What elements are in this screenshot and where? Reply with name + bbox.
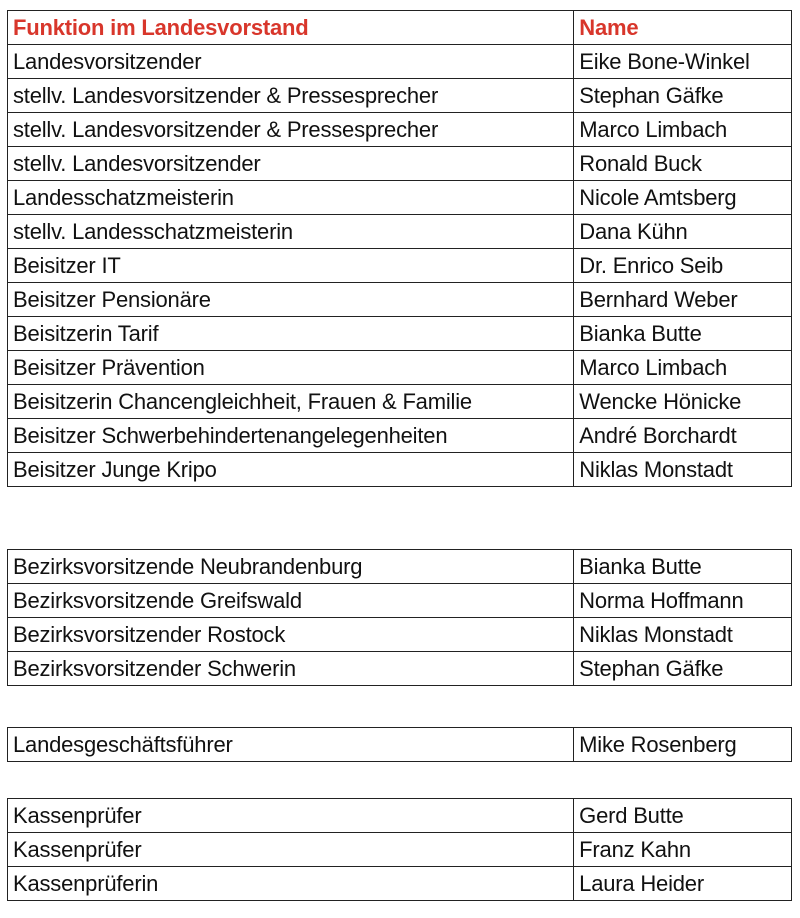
table-row	[8, 283, 792, 317]
table-row	[8, 799, 792, 833]
table-row	[8, 113, 792, 147]
function-cell: Beisitzer Schwerbehindertenangelegenheiten	[8, 419, 574, 453]
function-cell: stellv. Landesvorsitzender & Pressesprecher	[8, 113, 574, 147]
table-row	[8, 181, 792, 215]
function-cell: Beisitzer Pensionäre	[8, 283, 574, 317]
table-row	[8, 833, 792, 867]
function-cell: Kassenprüfer	[8, 833, 574, 867]
name-cell: Marco Limbach	[574, 113, 792, 147]
function-cell: stellv. Landesvorsitzender & Pressesprecher	[8, 79, 574, 113]
function-cell: Beisitzerin Tarif	[8, 317, 574, 351]
table-row	[8, 317, 792, 351]
name-cell: Bianka Butte	[574, 317, 792, 351]
name-cell: Gerd Butte	[574, 799, 792, 833]
function-cell: Beisitzer IT	[8, 249, 574, 283]
table-row	[8, 215, 792, 249]
function-cell: Bezirksvorsitzender Schwerin	[8, 652, 574, 686]
district-table	[7, 549, 792, 686]
name-cell: Ronald Buck	[574, 147, 792, 181]
name-cell: Stephan Gäfke	[574, 652, 792, 686]
table-row	[8, 550, 792, 584]
name-cell: Niklas Monstadt	[574, 453, 792, 487]
table-row	[8, 351, 792, 385]
function-cell: Kassenprüfer	[8, 799, 574, 833]
manager-table	[7, 727, 792, 762]
name-cell: Dana Kühn	[574, 215, 792, 249]
function-cell: Kassenprüferin	[8, 867, 574, 901]
name-cell: Wencke Hönicke	[574, 385, 792, 419]
auditor-table	[7, 798, 792, 901]
function-cell: Beisitzer Prävention	[8, 351, 574, 385]
table-row	[8, 45, 792, 79]
function-cell: Beisitzer Junge Kripo	[8, 453, 574, 487]
function-cell: stellv. Landesvorsitzender	[8, 147, 574, 181]
name-cell: André Borchardt	[574, 419, 792, 453]
table-row	[8, 249, 792, 283]
name-cell: Stephan Gäfke	[574, 79, 792, 113]
table-row	[8, 147, 792, 181]
table-row	[8, 728, 792, 762]
table-row	[8, 453, 792, 487]
name-cell: Mike Rosenberg	[574, 728, 792, 762]
name-cell: Bianka Butte	[574, 550, 792, 584]
name-cell: Bernhard Weber	[574, 283, 792, 317]
table-row	[8, 618, 792, 652]
name-cell: Norma Hoffmann	[574, 584, 792, 618]
header-name: Name	[574, 11, 792, 45]
name-cell: Eike Bone-Winkel	[574, 45, 792, 79]
function-cell: Bezirksvorsitzender Rostock	[8, 618, 574, 652]
table-row	[8, 419, 792, 453]
header-function: Funktion im Landesvorstand	[8, 11, 574, 45]
name-cell: Franz Kahn	[574, 833, 792, 867]
table-header-row	[8, 11, 792, 45]
name-cell: Laura Heider	[574, 867, 792, 901]
function-cell: stellv. Landesschatzmeisterin	[8, 215, 574, 249]
function-cell: Landesgeschäftsführer	[8, 728, 574, 762]
function-cell: Landesschatzmeisterin	[8, 181, 574, 215]
table-row	[8, 79, 792, 113]
table-row	[8, 867, 792, 901]
function-cell: Bezirksvorsitzende Greifswald	[8, 584, 574, 618]
function-cell: Landesvorsitzender	[8, 45, 574, 79]
function-cell: Beisitzerin Chancengleichheit, Frauen & Familie	[8, 385, 574, 419]
board-table	[7, 10, 792, 487]
name-cell: Marco Limbach	[574, 351, 792, 385]
table-row	[8, 385, 792, 419]
function-cell: Bezirksvorsitzende Neubrandenburg	[8, 550, 574, 584]
table-row	[8, 652, 792, 686]
name-cell: Niklas Monstadt	[574, 618, 792, 652]
table-row	[8, 584, 792, 618]
name-cell: Dr. Enrico Seib	[574, 249, 792, 283]
name-cell: Nicole Amtsberg	[574, 181, 792, 215]
